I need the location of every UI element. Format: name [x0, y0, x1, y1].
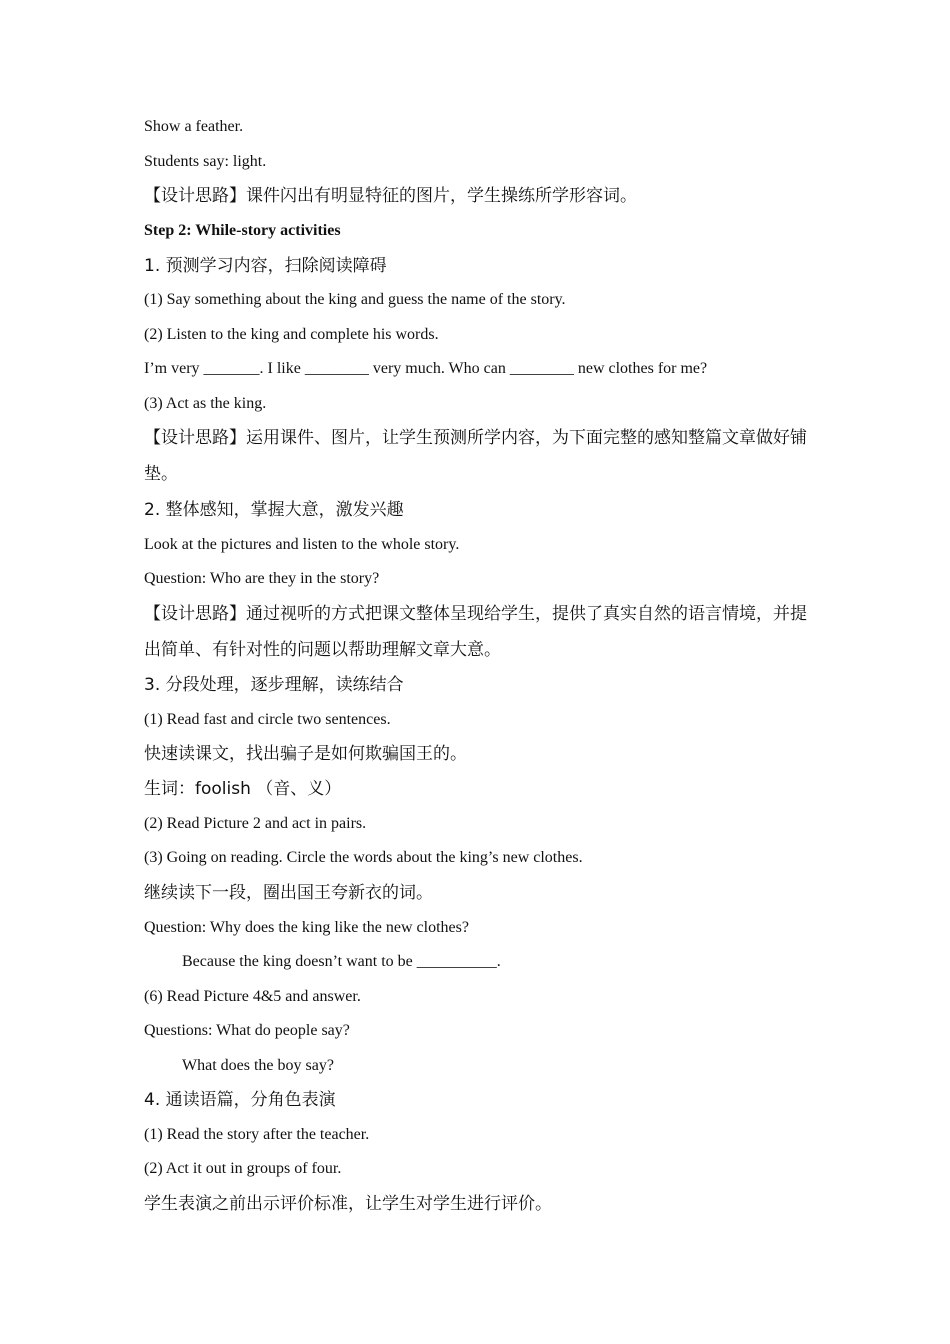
text-line: Show a feather. — [144, 118, 244, 135]
answer-line: Because the king doesn’t want to be __________. — [182, 953, 501, 970]
fill-in-line: I’m very _______. I like ________ very much. Who can ________ new clothes for me? — [144, 360, 708, 377]
text-line: Look at the pictures and listen to the whole story. — [144, 536, 460, 553]
vocabulary-line: 生词：foolish （音、义） — [144, 779, 342, 799]
subsection-heading: 1. 预测学习内容，扫除阅读障碍 — [144, 256, 387, 276]
text-line: 继续读下一段，圈出国王夸新衣的词。 — [144, 883, 433, 903]
text-line: (2) Listen to the king and complete his words. — [144, 326, 439, 343]
question-line: What does the boy say? — [182, 1057, 334, 1074]
subsection-heading: 3. 分段处理，逐步理解，读练结合 — [144, 675, 404, 695]
text-line: 快速读课文，找出骗子是如何欺骗国王的。 — [144, 744, 467, 764]
text-line: (1) Read the story after the teacher. — [144, 1126, 370, 1143]
design-note: 【设计思路】运用课件、图片，让学生预测所学内容，为下面完整的感知整篇文章做好铺垫。 — [144, 428, 807, 484]
text-line: (6) Read Picture 4&5 and answer. — [144, 988, 361, 1005]
text-line: (3) Going on reading. Circle the words about the king’s new clothes. — [144, 849, 583, 866]
text-line: (2) Act it out in groups of four. — [144, 1160, 342, 1177]
subsection-heading: 2. 整体感知，掌握大意，激发兴趣 — [144, 500, 404, 520]
section-heading: Step 2: While-story activities — [144, 222, 341, 239]
text-line: (2) Read Picture 2 and act in pairs. — [144, 815, 367, 832]
text-line: (1) Read fast and circle two sentences. — [144, 711, 391, 728]
text-line: 学生表演之前出示评价标准，让学生对学生进行评价。 — [144, 1194, 552, 1214]
design-note: 【设计思路】通过视听的方式把课文整体呈现给学生，提供了真实自然的语言情境，并提出简单、有针对性的问题以帮助理解文章大意。 — [144, 604, 807, 660]
text-line: Question: Who are they in the story? — [144, 570, 380, 587]
text-line: (3) Act as the king. — [144, 395, 267, 412]
text-line: (1) Say something about the king and guess the name of the story. — [144, 291, 566, 308]
subsection-heading: 4. 通读语篇，分角色表演 — [144, 1090, 336, 1110]
question-line: Questions: What do people say? — [144, 1022, 350, 1039]
text-line: Students say: light. — [144, 153, 267, 170]
question-line: Question: Why does the king like the new clothes? — [144, 919, 469, 936]
design-note: 【设计思路】课件闪出有明显特征的图片，学生操练所学形容词。 — [144, 186, 637, 206]
